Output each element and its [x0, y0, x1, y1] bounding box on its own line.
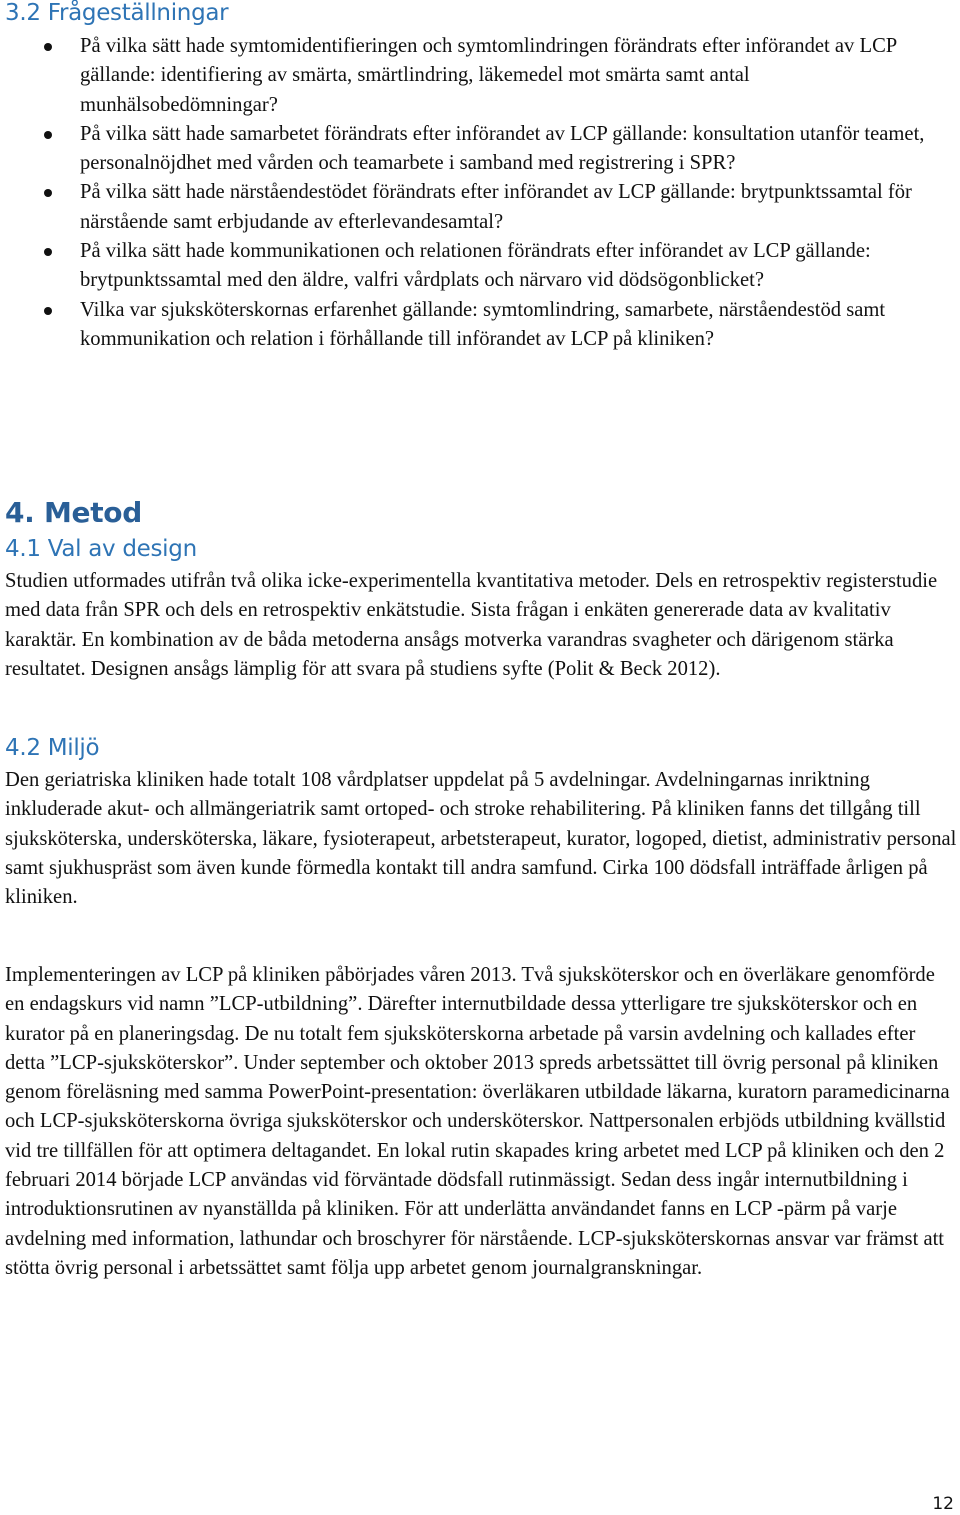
- list-item: [0, 32, 935, 120]
- list-item-text: På vilka sätt hade kommunikationen och relationen förändrats efter införandet av LCP gällande: brytpunktssamtal med den äldre, valfri vårdplats och närvaro vid dödsögonblicket?: [80, 240, 871, 292]
- list-item: [0, 178, 935, 237]
- questions-list: [0, 32, 960, 354]
- list-item: [0, 296, 935, 355]
- bullet-icon: [44, 189, 52, 197]
- list-item-text: På vilka sätt hade samarbetet förändrats efter införandet av LCP gällande: konsultation utanför teamet, personalnöjdhet med vården och teamarbete i samband med registrering i SPR?: [80, 122, 925, 175]
- section-heading-method: 4. Metod: [5, 496, 142, 529]
- list-item: [0, 120, 935, 179]
- bullet-icon: [44, 248, 52, 256]
- page-number: 12: [932, 1494, 954, 1514]
- bullet-icon: [44, 131, 52, 139]
- section-heading-design: 4.1 Val av design: [5, 536, 197, 562]
- bullet-icon: [44, 307, 52, 315]
- environment-paragraph-2: Implementeringen av LCP på kliniken påbörjades våren 2013. Två sjuksköterskor och en överläkare genomförde en endagskurs vid namn ”LCP-utbildning”. Därefter internutbildade dessa ytterligare tre sjuksköterskor och en kurator på en planeringsdag. De nu totalt fem sjuksköterskorna arbetade på varsin avdelning och kallades efter detta ”LCP-sjuksköterskor”. Under september och oktober 2013 spreds arbetssättet till övrig personal på kliniken genom föreläsning med samma PowerPoint-presentation: överläkaren utbildade läkarna, kuratorn paramedicinarna och LCP-sjuksköterskorna övriga sjuksköterskor och undersköterskor. Nattpersonalen erbjöds utbildning kvällstid vid tre tillfällen för att optimera deltagandet. En lokal rutin skapades kring arbetet med LCP på kliniken och den 2 februari 2014 började LCP användas vid förväntade dödsfall rutinmässigt. Sedan dess ingår internutbildning i introduktionsrutinen av nyanställda på kliniken. För att underlätta användandet fanns en LCP -pärm på varje avdelning med information, lathundar och broschyrer för närstående. LCP-sjuksköterskornas ansvar var främst att stötta övrig personal i arbetssättet samt följa upp arbetet genom journalgranskningar.: [5, 964, 950, 1279]
- list-item: [0, 237, 935, 296]
- list-item-text: På vilka sätt hade symtomidentifieringen och symtomlindringen förändrats efter införandet av LCP gällande: identifiering av smärta, smärtlindring, läkemedel mot smärta samt antal munhälsobedömningar?: [80, 35, 897, 116]
- environment-paragraph-1: Den geriatriska kliniken hade totalt 108 vårdplatser uppdelat på 5 avdelningar. Avdelningarnas inriktning inkluderade akut- och allmängeriatrik samt ortoped- och stroke rehabilitering. På kliniken fanns det tillgång till sjuksköterska, undersköterska, läkare, fysioterapeut, arbetsterapeut, kurator, logoped, dietist, administrativ personal samt sjukhuspräst som även kunde förmedla kontakt till andra samfund. Cirka 100 dödsfall inträffade årligen på kliniken.: [5, 769, 957, 909]
- list-item-text: Vilka var sjuksköterskornas erfarenhet gällande: symtomlindring, samarbete, närståendestöd samt kommunikation och relation i förhållande till införandet av LCP på kliniken?: [80, 298, 886, 350]
- bullet-icon: [44, 43, 52, 51]
- list-item-text: På vilka sätt hade närståendestödet förändrats efter införandet av LCP gällande: brytpunktssamtal för närstående samt erbjudande av efterlevandesamtal?: [80, 181, 912, 233]
- section-heading-environment: 4.2 Miljö: [5, 735, 100, 761]
- section-heading-questions: 3.2 Frågeställningar: [5, 0, 229, 26]
- design-paragraph: Studien utformades utifrån två olika icke-experimentella kvantitativa metoder. Dels en retrospektiv registerstudie med data från SPR och dels en retrospektiv enkätstudie. Sista frågan i enkäten genererade data av kvalitativ karaktär. En kombination av de båda metoderna ansågs motverka varandras svagheter och därigenom stärka resultatet. Designen ansågs lämplig för att svara på studiens syfte (Polit & Beck 2012).: [5, 570, 938, 680]
